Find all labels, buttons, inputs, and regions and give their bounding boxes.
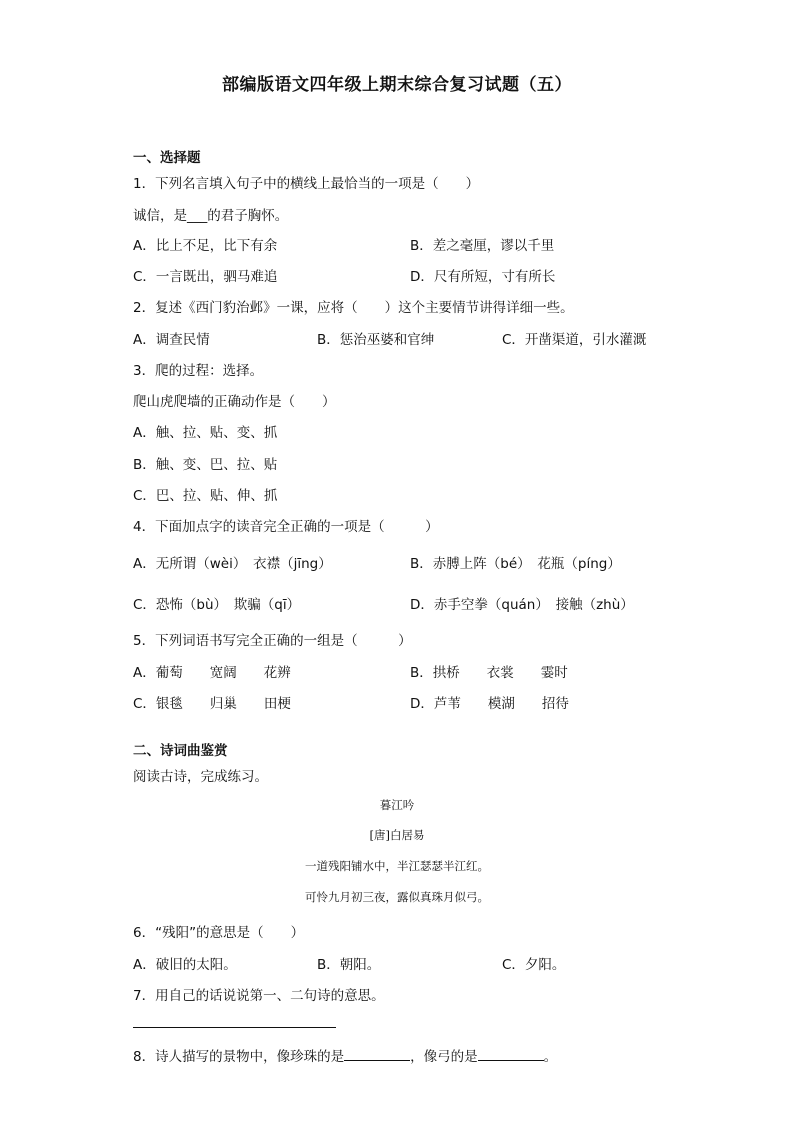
poem-line-2: 可怜九月初三夜，露似真珠月似弓。 (305, 890, 489, 904)
q6-option-b: B．朝阳。 (317, 957, 381, 973)
q3-stem: 3．爬的过程：选择。 (133, 363, 264, 379)
q8-part2: ，像弓的是 (410, 1049, 478, 1065)
q1-sentence: 诚信，是___的君子胸怀。 (133, 208, 289, 224)
q8-stem (133, 1045, 557, 1065)
q2-option-c: C．开凿渠道，引水灌溉 (502, 332, 647, 348)
q6-option-c: C．夕阳。 (502, 957, 566, 973)
q1-stem: 1．下列名言填入句子中的横线上最恰当的一项是（ ） (133, 176, 480, 192)
q8-blank-bow[interactable] (478, 1048, 544, 1061)
section-heading-choice: 一、选择题 (133, 150, 201, 166)
poem-author: [唐]白居易 (369, 828, 425, 842)
q6-option-a: A．破旧的太阳。 (133, 957, 237, 973)
q6-stem: 6．“残阳”的意思是（ ） (133, 925, 305, 941)
q3-option-b: B．触、变、巴、拉、贴 (133, 457, 278, 473)
q1-option-a: A．比上不足，比下有余 (133, 238, 278, 254)
q1-option-c: C．一言既出，驷马难追 (133, 269, 278, 285)
q8-part3: 。 (543, 1049, 558, 1065)
q4-option-a: A．无所谓（wèi） 衣襟（jīng） (133, 556, 332, 572)
q2-option-a: A．调查民情 (133, 332, 210, 348)
q4-option-d: D．赤手空拳（quán） 接触（zhù） (410, 597, 634, 613)
q8-part1: 8．诗人描写的景物中，像珍珠的是 (133, 1049, 345, 1065)
section-heading-poetry: 二、诗词曲鉴赏 (133, 743, 228, 759)
q2-stem: 2．复述《西门豹治邺》一课，应将（ ）这个主要情节讲得详细一些。 (133, 300, 574, 316)
q3-option-c: C．巴、拉、贴、伸、抓 (133, 488, 278, 504)
q4-stem: 4．下面加点字的读音完全正确的一项是（ ） (133, 519, 439, 535)
reading-intro: 阅读古诗，完成练习。 (133, 769, 268, 785)
q5-option-d: D．芦苇 模湖 招待 (410, 696, 569, 712)
q7-answer-line[interactable] (133, 1027, 336, 1028)
q4-option-c: C．恐怖（bù） 欺骗（qī） (133, 597, 301, 613)
q2-option-b: B．惩治巫婆和官绅 (317, 332, 435, 348)
q3-option-a: A．触、拉、贴、变、抓 (133, 425, 278, 441)
poem-line-1: 一道残阳铺水中，半江瑟瑟半江红。 (305, 859, 489, 873)
q5-option-a: A．葡萄 宽阔 花辨 (133, 665, 291, 681)
page-title: 部编版语文四年级上期末综合复习试题（五） (222, 75, 572, 95)
q1-option-d: D．尺有所短，寸有所长 (410, 269, 556, 285)
poem-title: 暮江吟 (379, 798, 415, 812)
q1-option-b: B．差之毫厘，谬以千里 (410, 238, 555, 254)
q8-blank-pearl[interactable] (344, 1048, 410, 1061)
q4-option-b: B．赤膊上阵（bé） 花瓶（píng） (410, 556, 621, 572)
q7-stem: 7．用自己的话说说第一、二句诗的意思。 (133, 988, 385, 1004)
q5-option-c: C．银毯 归巢 田梗 (133, 696, 291, 712)
q5-option-b: B．拱桥 衣裳 霎时 (410, 665, 568, 681)
q3-sub: 爬山虎爬墙的正确动作是（ ） (133, 394, 336, 410)
q5-stem: 5．下列词语书写完全正确的一组是（ ） (133, 633, 412, 649)
